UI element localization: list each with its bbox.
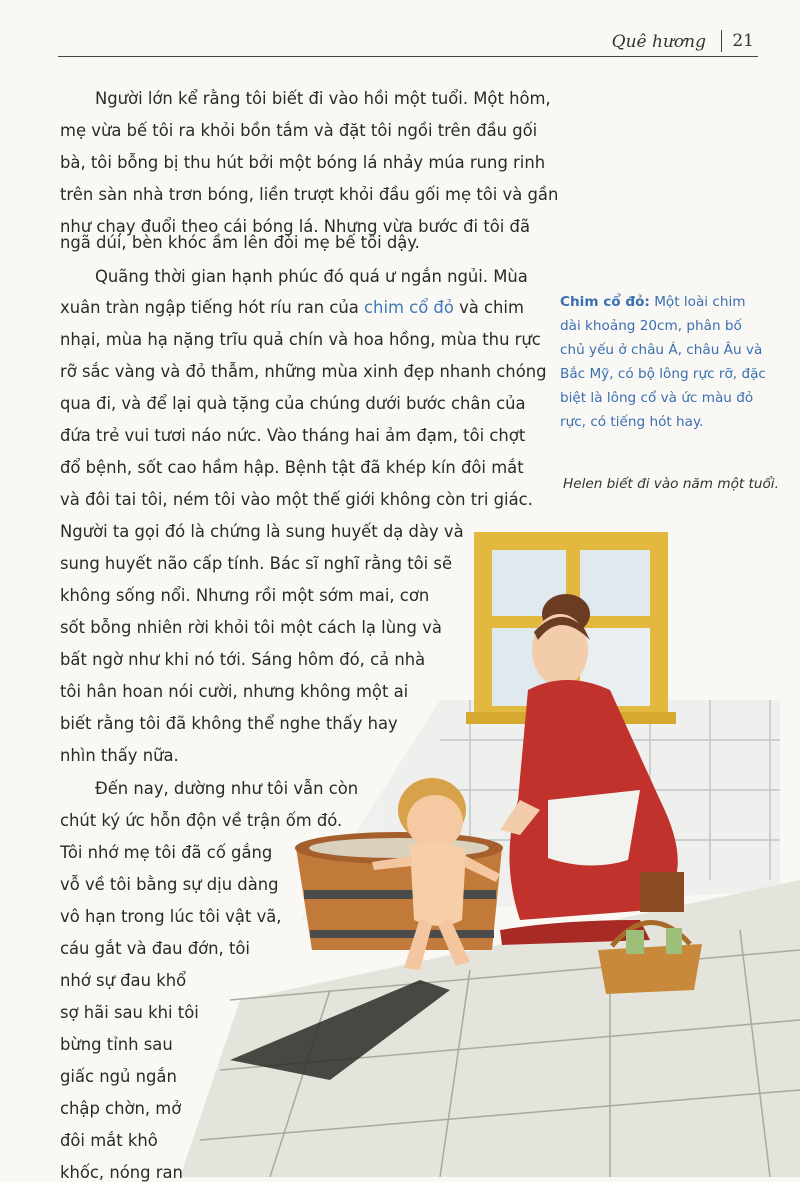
- text-line: đôi mắt khô: [60, 1131, 158, 1150]
- wooden-tub: [295, 832, 503, 950]
- glossary-sidenote: [560, 290, 770, 434]
- text-line: tôi hân hoan nói cười, nhưng không một ai: [60, 682, 409, 701]
- text-line: vô hạn trong lúc tôi vật vã,: [60, 907, 282, 926]
- text-run: và chim: [459, 298, 524, 317]
- text-line: sung huyết não cấp tính. Bác sĩ nghĩ rằng tôi sẽ: [60, 554, 453, 573]
- sidenote-definition: Một loài chim dài khoảng 20cm, phân bố chủ yếu ở châu Á, châu Âu và Bắc Mỹ, có bộ lông rực rỡ, đặc biệt là lông cổ và ức màu đỏ rực, có tiếng hót hay.: [560, 294, 766, 430]
- text-line: nhớ sự đau khổ: [60, 971, 187, 990]
- text-line: như chạy đuổi theo cái bóng lá. Nhưng vừa bước đi tôi đã: [60, 217, 530, 236]
- text-line: chập chờn, mở: [60, 1099, 182, 1118]
- text-line: nhìn thấy nữa.: [60, 746, 179, 765]
- text-line: Người ta gọi đó là chứng là sung huyết dạ dày và: [60, 522, 464, 541]
- text-line: sốt bỗng nhiên rời khỏi tôi một cách lạ lùng và: [60, 618, 442, 637]
- text-line: và đôi tai tôi, ném tôi vào một thế giới không còn tri giác.: [60, 490, 533, 509]
- glossary-term-link[interactable]: chim cổ đỏ: [364, 298, 454, 317]
- text-line: mẹ vừa bế tôi ra khỏi bồn tắm và đặt tôi ngồi trên đầu gối: [60, 121, 538, 140]
- text-line: rỡ sắc vàng và đỏ thẫm, những mùa xinh đẹp nhanh chóng: [60, 362, 547, 381]
- sidenote-term: Chim cổ đỏ:: [560, 294, 650, 310]
- text-line: bất ngờ như khi nó tới. Sáng hôm đó, cả nhà: [60, 650, 426, 669]
- text-line: trên sàn nhà trơn bóng, liền trượt khỏi đầu gối mẹ tôi và gần: [60, 185, 559, 204]
- text-line: cáu gắt và đau đớn, tôi: [60, 939, 250, 958]
- text-line: đổ bệnh, sốt cao hầm hập. Bệnh tật đã khép kín đôi mắt: [60, 458, 524, 477]
- text-run: xuân tràn ngập tiếng hót ríu ran của: [60, 298, 359, 317]
- text-line: Quãng thời gian hạnh phúc đó quá ư ngắn ngủi. Mùa: [95, 267, 528, 286]
- chapter-title: Quê hương: [611, 32, 706, 52]
- text-line: Tôi nhớ mẹ tôi đã cố gắng: [60, 843, 273, 862]
- text-line: bừng tỉnh sau: [60, 1035, 173, 1054]
- illustration-caption: Helen biết đi vào năm một tuổi.: [563, 476, 779, 492]
- text-line: đứa trẻ vui tươi náo nức. Vào tháng hai ảm đạm, tôi chợt: [60, 426, 526, 445]
- text-line: khốc, nóng ran: [60, 1163, 183, 1182]
- text-line: chút ký ức hỗn độn về trận ốm đó.: [60, 811, 343, 830]
- text-line: Đến nay, dường như tôi vẫn còn: [95, 779, 359, 798]
- text-line: nhại, mùa hạ nặng trĩu quả chín và hoa hồng, mùa thu rực: [60, 330, 541, 349]
- text-line: sợ hãi sau khi tôi: [60, 1003, 199, 1022]
- text-line: [60, 298, 524, 317]
- text-line: biết rằng tôi đã không thể nghe thấy hay: [60, 714, 398, 733]
- text-line: qua đi, và để lại quà tặng của chúng dưới bước chân của: [60, 394, 526, 413]
- page-number: 21: [732, 31, 754, 51]
- text-line: ngã dúi, bèn khóc ầm lên đòi mẹ bế tôi dậy.: [60, 233, 420, 252]
- text-line: không sống nổi. Nhưng rồi một sớm mai, cơn: [60, 586, 430, 605]
- text-line: Người lớn kể rằng tôi biết đi vào hồi một tuổi. Một hôm,: [95, 89, 551, 108]
- text-line: giấc ngủ ngắn: [60, 1067, 177, 1086]
- text-line: bà, tôi bỗng bị thu hút bởi một bóng lá nhảy múa rung rinh: [60, 153, 546, 172]
- text-line: vỗ về tôi bằng sự dịu dàng: [60, 875, 279, 894]
